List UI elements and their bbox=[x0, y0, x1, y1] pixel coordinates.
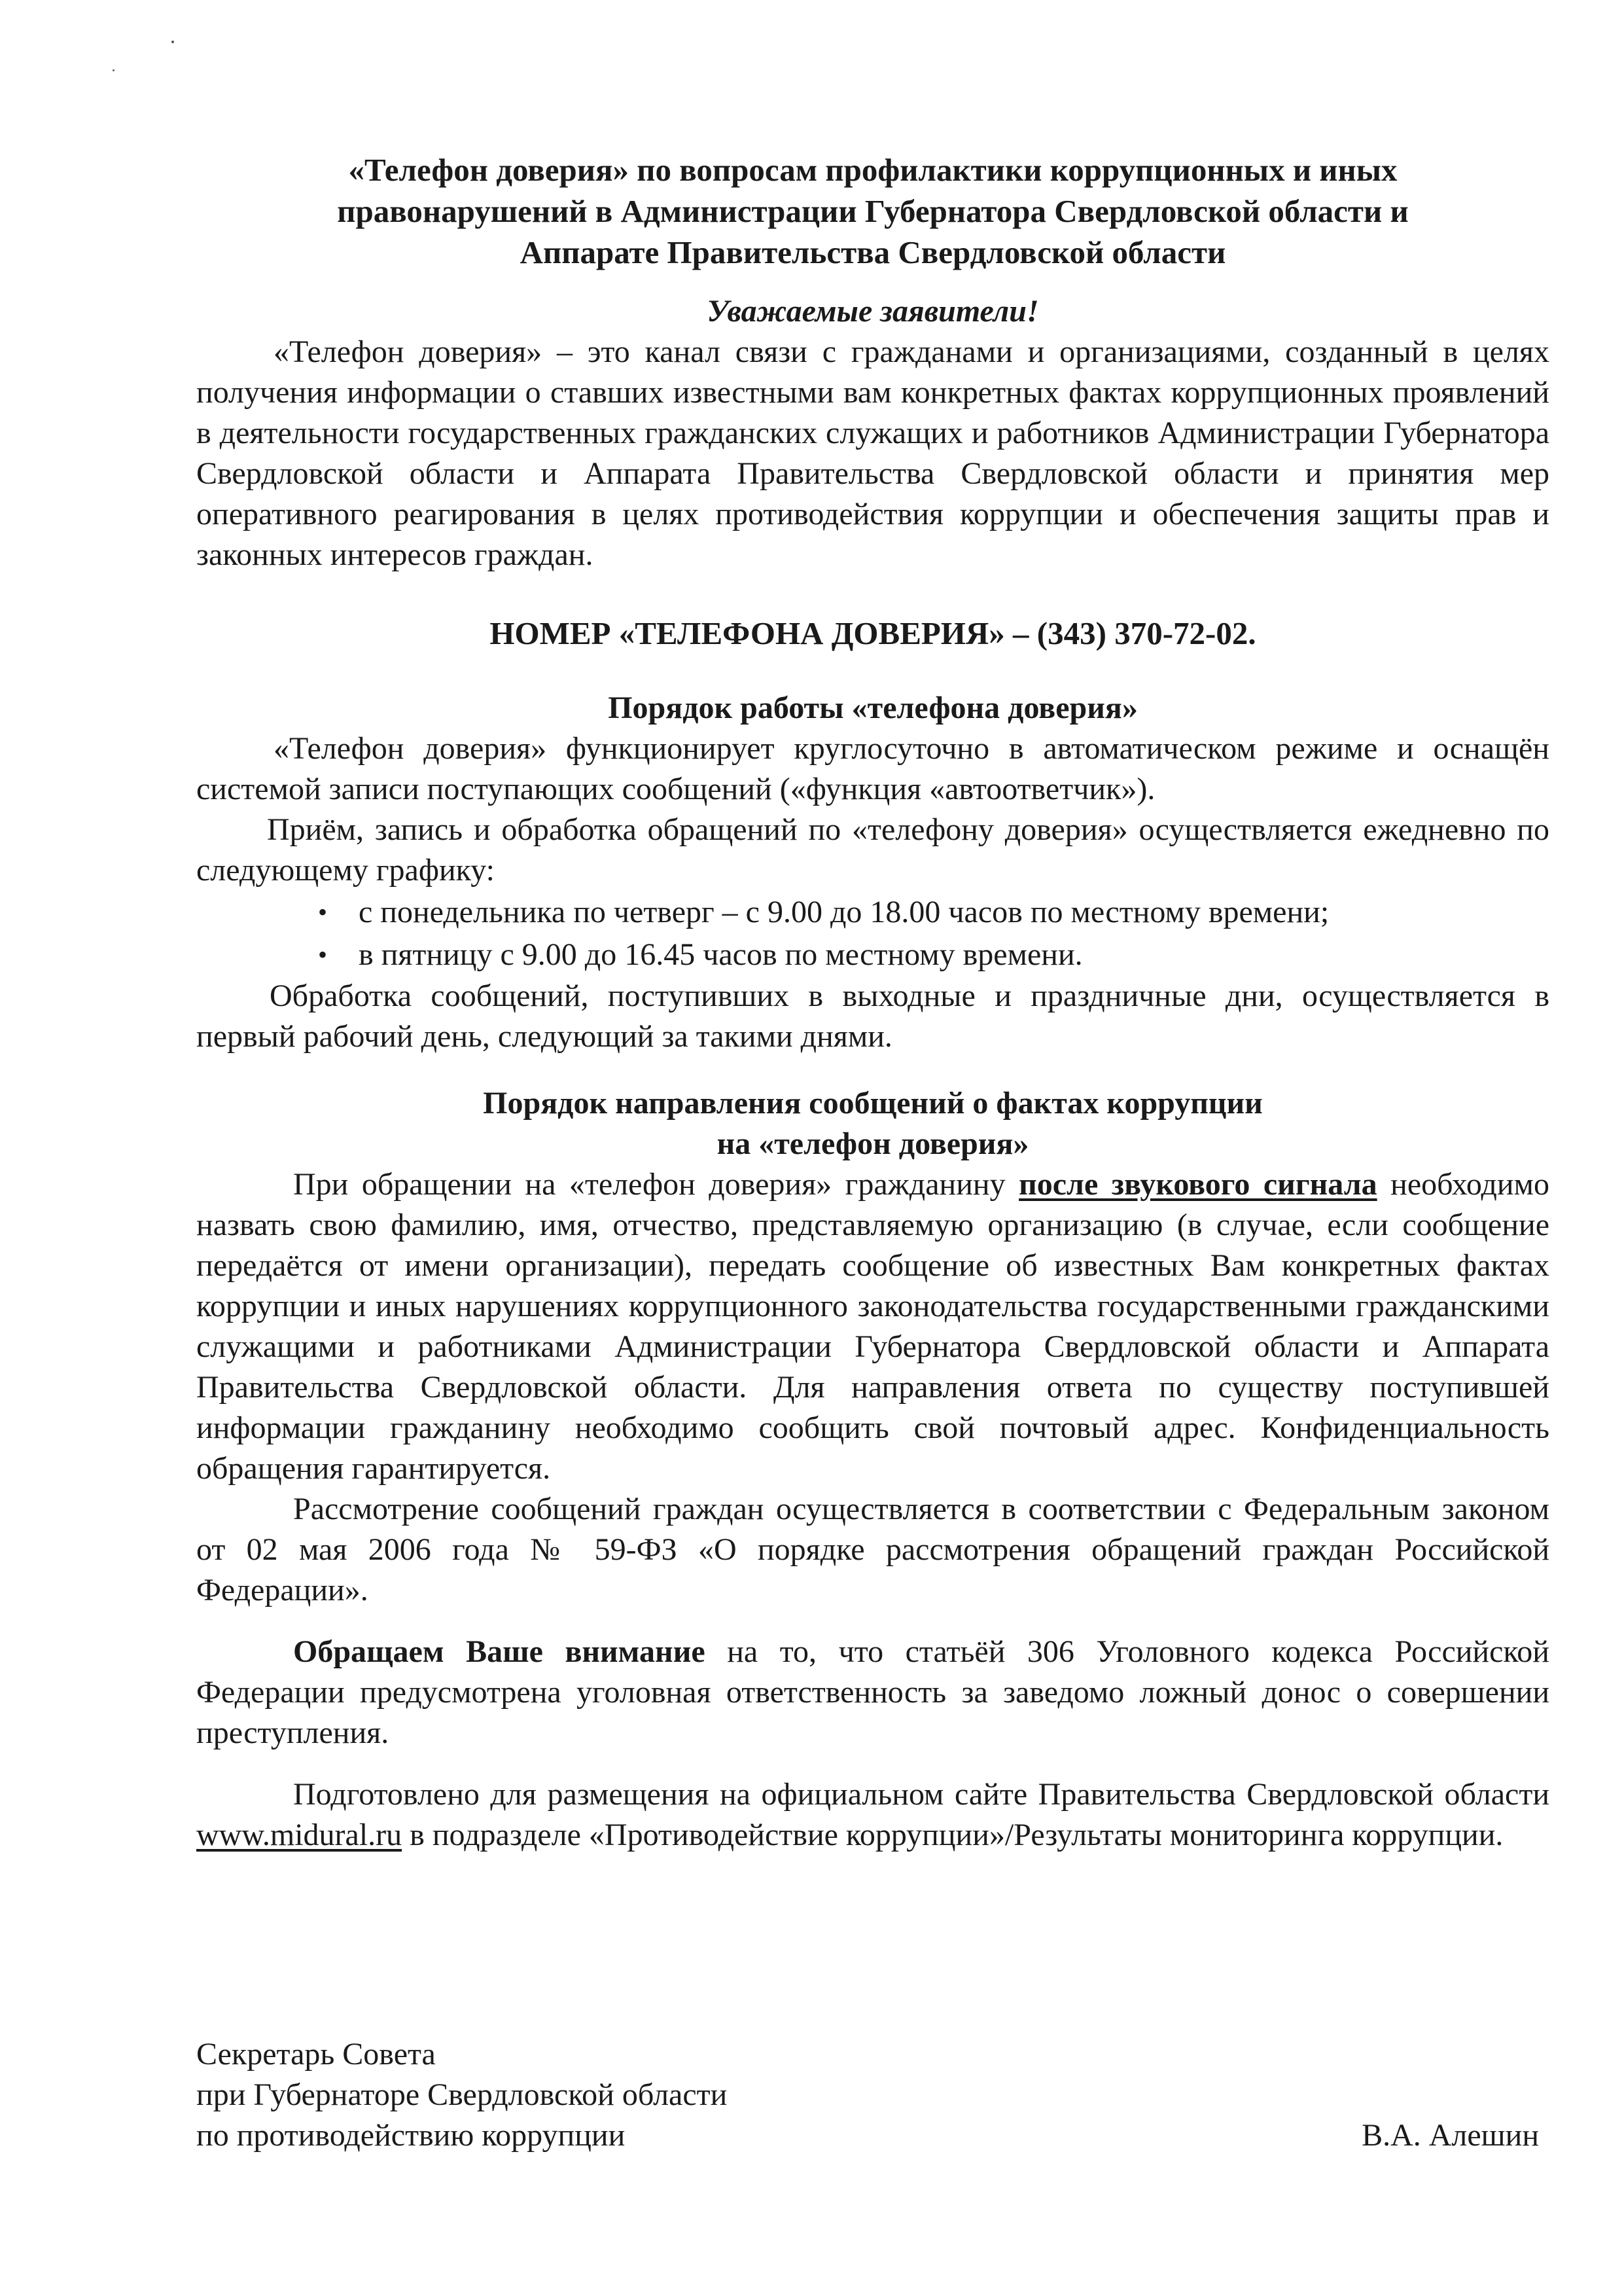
emphasis-after-signal: после звукового сигнала bbox=[1019, 1167, 1377, 1202]
prepared-text: Подготовлено для размещения на официальном сайте Правительства Свердловской области bbox=[293, 1777, 1549, 1812]
prepared-paragraph bbox=[196, 1774, 1549, 1856]
signatory-name: В.А. Алешин bbox=[1362, 2118, 1539, 2153]
work-order-paragraph-1: «Телефон доверия» функционирует круглосуточно в автоматическом режиме и оснащён системой записи поступающих сообщений («функция «автоответчик»). bbox=[196, 731, 1549, 806]
paragraph-text: необходимо назвать свою фамилию, имя, отчество, представляемую организацию (в случае, если сообщение передаётся от имени организации), передать сообщение об известных Вам конкретных фактах коррупции и иных нарушениях коррупционного законодательства государственными гражданскими служащими и работниками Администрации Губернатора Свердловской области и Аппарата Правительства Свердловской области. Для направления ответа по существу поступившей информации гражданину необходимо сообщить свой почтовый адрес. Конфиденциальность обращения гарантируется. bbox=[196, 1167, 1549, 1486]
intro-paragraph: «Телефон доверия» – это канал связи с гражданами и организациями, созданный в целях получения информации о ставших известными вам конкретных фактах коррупционных проявлений в деятельности государственных гражданских служащих и работников Администрации Губернатора Свердловской области и Аппарата Правительства Свердловской области и принятия мер оперативного реагирования в целях противодействия коррупции и обеспечения защиты прав и законных интересов граждан. bbox=[196, 334, 1549, 572]
schedule-item bbox=[313, 891, 1549, 933]
section-heading-report-order bbox=[196, 1083, 1549, 1164]
notice-text: на то, что статьёй 306 Уголовного кодекса Российской Федерации предусмотрена уголовная ответственность за заведомо ложный донос о совершении преступления. bbox=[196, 1634, 1549, 1750]
schedule-item-text: с понедельника по четверг – с 9.00 до 18.00 часов по местному времени; bbox=[359, 895, 1330, 929]
heading-line: на «телефон доверия» bbox=[716, 1126, 1029, 1161]
scan-speck bbox=[171, 41, 174, 43]
notice-emphasis: Обращаем Ваше внимание bbox=[293, 1634, 705, 1669]
bullet-icon: • bbox=[318, 940, 328, 969]
report-order-paragraph-1 bbox=[196, 1164, 1549, 1489]
scan-speck bbox=[113, 69, 115, 71]
notice-paragraph bbox=[196, 1632, 1549, 1753]
work-order-paragraph-2: Приём, запись и обработка обращений по «телефону доверия» осуществляется ежедневно по следующему графику: bbox=[196, 812, 1549, 888]
document-body bbox=[196, 149, 1549, 1856]
signatory-position-line: при Губернаторе Свердловской области bbox=[196, 2077, 728, 2112]
work-order-paragraph-3: Обработка сообщений, поступивших в выходные и праздничные дни, осуществляется в первый рабочий день, следующий за такими днями. bbox=[196, 978, 1549, 1054]
title-line: «Телефон доверия» по вопросам профилактики коррупционных и иных bbox=[348, 152, 1398, 188]
title-line: правонарушений в Администрации Губернатора Свердловской области и bbox=[337, 193, 1409, 229]
website-link[interactable]: www.midural.ru bbox=[196, 1818, 402, 1852]
bullet-icon: • bbox=[318, 897, 328, 927]
schedule-item-text: в пятницу с 9.00 до 16.45 часов по местному времени. bbox=[359, 937, 1083, 972]
schedule-item bbox=[313, 933, 1549, 976]
hotline-number: НОМЕР «ТЕЛЕФОНА ДОВЕРИЯ» – (343) 370-72-02. bbox=[489, 615, 1256, 651]
schedule-list bbox=[196, 891, 1549, 976]
heading-line: Порядок направления сообщений о фактах коррупции bbox=[483, 1086, 1263, 1121]
paragraph-text: При обращении на «телефон доверия» гражданину bbox=[293, 1167, 1019, 1202]
title-line: Аппарате Правительства Свердловской области bbox=[520, 234, 1226, 270]
signatory-position-line: Секретарь Совета bbox=[196, 2037, 436, 2072]
signatory-position bbox=[196, 2034, 1544, 2156]
report-order-paragraph-2: Рассмотрение сообщений граждан осуществляется в соответствии с Федеральным законом от 02 мая 2006 года № 59-ФЗ «О порядке рассмотрения обращений граждан Российской Федерации». bbox=[196, 1492, 1549, 1607]
signature-block bbox=[196, 2034, 1544, 2156]
greeting: Уважаемые заявители! bbox=[707, 294, 1039, 329]
section-heading-work-order: Порядок работы «телефона доверия» bbox=[608, 691, 1138, 725]
document-title bbox=[196, 149, 1549, 273]
signatory-position-line: по противодействию коррупции bbox=[196, 2118, 626, 2153]
prepared-text: в подразделе «Противодействие коррупции»/Результаты мониторинга коррупции. bbox=[402, 1818, 1504, 1852]
